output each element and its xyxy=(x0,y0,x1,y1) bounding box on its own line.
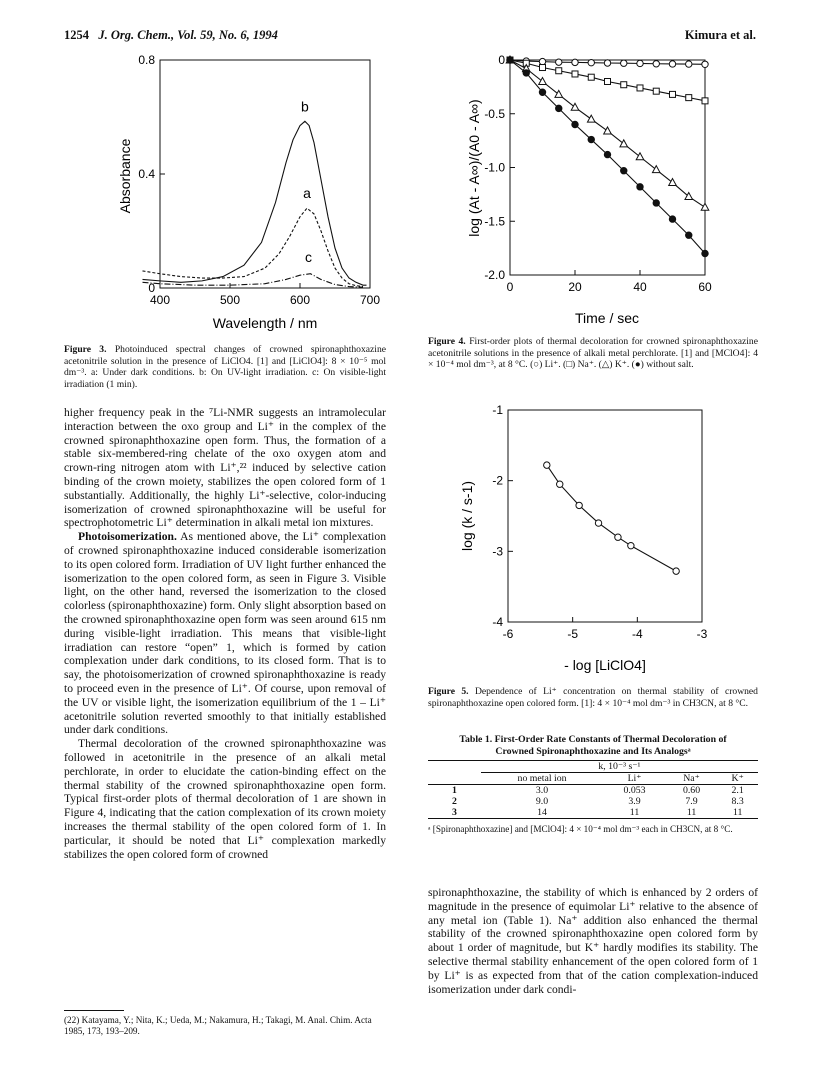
figure4-xtick-label: 40 xyxy=(633,280,647,294)
figure3-ytick-label: 0.8 xyxy=(138,53,155,67)
figure4-point xyxy=(539,58,545,64)
figure4-ytick-label: -2.0 xyxy=(484,268,505,282)
figure4-point xyxy=(620,140,628,147)
figure5-caption xyxy=(428,686,758,709)
figure4-ytick-label: 0 xyxy=(498,53,505,67)
figure4-xtick-label: 20 xyxy=(568,280,582,294)
figure5-caption-text: Dependence of Li⁺ concentration on thermal stability of crowned spironaphthoxazine open colored form. [1]: 4 × 10⁻⁴ mol dm⁻³ in CH3CN, at 8 °C. xyxy=(428,686,758,709)
figure5-point xyxy=(595,520,601,526)
figure5-caption-label: Figure 5. xyxy=(428,686,469,697)
figure4-point xyxy=(572,121,578,127)
table-cell: 3 xyxy=(451,807,457,818)
figure4-point xyxy=(653,88,659,94)
figure3-xtick-label: 500 xyxy=(219,293,241,307)
figure4-point xyxy=(686,232,692,238)
paragraph: spironaphthoxazine, the stability of which is enhanced by 2 orders of magnitude in the presence of equimolar Li⁺ relative to the absence of any metal ion (Table 1). Na⁺ addition also enhanced the thermal stability of the crowned spironaphthoxazine open colored form by about 1 order of magnitude, but K⁺ hardly modifies its stability. The selective thermal stability enhancement of the open colored form of 1 by Li⁺ is as expected from that of the cation complexation-induced isomerization under dark condi- xyxy=(428,886,758,996)
figure3-series-label: b xyxy=(301,98,309,115)
figure5-point xyxy=(576,502,582,508)
figure4-point xyxy=(523,70,529,76)
figure4-point xyxy=(669,216,675,222)
figure3-chart xyxy=(100,48,390,343)
figure5-chart xyxy=(448,398,738,680)
figure4-chart xyxy=(455,48,755,328)
table-cell: 3.0 xyxy=(535,785,549,796)
figure4-point xyxy=(702,61,708,67)
figure4-point xyxy=(588,59,594,65)
figure4-point xyxy=(539,78,547,85)
table-row xyxy=(428,785,758,797)
footnote-block xyxy=(64,1010,386,1037)
figure5-xtick-label: -4 xyxy=(631,627,643,641)
table1-col-3: Na⁺ xyxy=(683,773,700,784)
figure4-point xyxy=(539,89,545,95)
figure4-point xyxy=(587,115,595,122)
running-authors: Kimura et al. xyxy=(684,28,756,42)
figure4-point xyxy=(572,59,578,65)
figure4-point xyxy=(588,136,594,142)
figure4-point xyxy=(507,57,513,63)
figure4-point xyxy=(621,82,627,88)
figure5-plot-frame xyxy=(508,410,702,622)
table1-col-0 xyxy=(428,773,481,785)
figure4-ytick-label: -1.5 xyxy=(484,214,505,229)
figure5-xlabel: - log [LiClO4] xyxy=(564,657,646,673)
figure4-point xyxy=(686,95,692,101)
left-column-text xyxy=(64,406,386,861)
figure4-ylabel: log (At - A∞)/(A0 - A∞) xyxy=(466,99,482,237)
figure4-point xyxy=(604,127,612,134)
table1-col-2: Li⁺ xyxy=(627,773,642,784)
figure4-point xyxy=(701,203,709,210)
table-row xyxy=(428,807,758,819)
section-heading: Photoisomerization. xyxy=(78,530,177,544)
figure4-point xyxy=(686,61,692,67)
figure3-ytick-label: 0.4 xyxy=(138,167,155,181)
figure3-xlabel: Wavelength / nm xyxy=(212,315,318,331)
figure4-point xyxy=(636,153,644,160)
figure3-series-label: a xyxy=(303,185,311,202)
figure4-point xyxy=(637,60,643,66)
figure3-xtick-label: 400 xyxy=(149,293,171,307)
table-cell: 7.9 xyxy=(685,796,698,807)
figure5-point xyxy=(557,481,563,487)
figure3-ytick-label: 0 xyxy=(148,281,155,295)
figure4-point xyxy=(571,103,579,110)
figure5-series-line xyxy=(547,465,676,571)
figure3-caption-label: Figure 3. xyxy=(64,344,107,355)
figure4-point xyxy=(653,61,659,67)
figure4-point xyxy=(669,179,677,186)
table1-title: Table 1. First-Order Rate Constants of Thermal Decoloration of Crowned Spironaphthoxazine and Its Analogsᵃ xyxy=(459,734,727,757)
table1-footnote: ᵃ [Spironaphthoxazine] and [MClO4]: 4 × 10⁻⁴ mol dm⁻³ each in CH3CN, at 8 °C. xyxy=(428,824,733,834)
figure4-point xyxy=(604,60,610,66)
figure3-series-line xyxy=(143,208,364,286)
figure4-xlabel: Time / sec xyxy=(574,310,640,326)
figure5-point xyxy=(673,568,679,574)
table1 xyxy=(428,734,758,835)
figure3-series-label: c xyxy=(305,248,312,265)
table-cell: 14 xyxy=(537,807,547,818)
table1-col-1: no metal ion xyxy=(517,773,567,784)
figure5-xtick-label: -6 xyxy=(502,627,514,641)
table-cell: 2 xyxy=(451,796,457,807)
table-cell: 0.053 xyxy=(623,785,646,796)
figure4-caption-label: Figure 4. xyxy=(428,336,466,347)
paragraph-body: As mentioned above, the Li⁺ complexation of crowned spironaphthoxazine induced considerable isomerization to its open colored form. Irradiation of UV light further enhanced the isomerization to the open colored form, as seen in Figure 3. Visible light, on the other hand, reversed the isomerization to the closed colorless (spironaphthoxazine) form. Only slight absorption based on the crowned spironaphthoxazine open form was seen around 615 nm during visible-light irradiation. This means that visible-light irradiation can restore “open” 1, which is formed by cation complexation under dark conditions, to its closed form. That is to say, the photoisomerization of crowned spironaphthoxazine is ready to proceed even in the presence of Li⁺. Of course, upon removal of the UV or visible light, the isomerization equilibrium of the 1 – Li⁺ acetonitrile solution reverted smoothly to that initially established under dark conditions. xyxy=(64,530,386,737)
figure4-point xyxy=(637,184,643,190)
figure5-point xyxy=(615,534,621,540)
figure4-point xyxy=(653,200,659,206)
table-cell: 8.3 xyxy=(731,796,744,807)
figure5-point xyxy=(544,462,550,468)
figure5-xtick-label: -5 xyxy=(567,627,579,641)
paragraph: higher frequency peak in the ⁷Li-NMR suggests an intramolecular interaction between the oxo group and Li⁺ in the complex of the crowned spironaphthoxazine open form. Thus, the formation of a stable six-membered-ring chelate of the oxo oxygen atom and crown-ring nitrogen atom with Li⁺,²² induced by selective cation binding of the crown moiety, stabilizes the open colored form of 1 substantially. Additionally, the highly Li⁺-selective, color-inducing isomerization of crowned spironaphthoxazine will be useful for spectrophotometric Li⁺ determination in alkali metal ion mixtures. xyxy=(64,406,386,530)
figure3-series-line xyxy=(143,121,367,285)
table1-unit-header: k, 10⁻³ s⁻¹ xyxy=(481,761,758,773)
table-cell: 2.1 xyxy=(731,785,744,796)
figure4-point xyxy=(670,91,676,97)
paragraph xyxy=(64,530,386,737)
table-row xyxy=(428,796,758,807)
page-number: 1254 xyxy=(64,28,89,42)
figure4-ytick-label: -1.0 xyxy=(484,160,505,175)
figure4-point xyxy=(555,90,563,97)
figure3-caption-text: Photoinduced spectral changes of crowned spironaphthoxazine acetonitrile solution in the presence of LiClO4. [1] and [LiClO4]: 8 × 10⁻⁵ mol dm⁻³. a: Under dark conditions. b: On UV-light irradiation. c: On visible-light irradiation (1 min). xyxy=(64,344,386,390)
figure4-point xyxy=(556,68,562,74)
figure5-point xyxy=(628,542,634,548)
figure3-plot-frame xyxy=(160,60,370,288)
figure4-point xyxy=(621,60,627,66)
figure4-point xyxy=(604,151,610,157)
figure3-ylabel: Absorbance xyxy=(117,138,133,214)
table1-grid xyxy=(428,761,758,819)
table-cell: 11 xyxy=(732,807,743,818)
right-column-text xyxy=(428,886,758,996)
table-cell: 1 xyxy=(451,785,457,796)
figure5-ytick-label: -4 xyxy=(492,615,503,629)
figure4-point xyxy=(702,250,708,256)
figure4-point xyxy=(605,79,611,85)
figure3-xtick-label: 700 xyxy=(359,293,381,307)
figure5-ylabel: log (k / s-1) xyxy=(459,480,475,552)
figure4-caption xyxy=(428,336,758,371)
figure4-point xyxy=(621,168,627,174)
figure4-point xyxy=(556,59,562,65)
table1-col-4: K⁺ xyxy=(731,773,744,784)
table-cell: 11 xyxy=(629,807,640,818)
figure4-xtick-label: 60 xyxy=(698,280,712,294)
table-cell: 0.60 xyxy=(682,785,701,796)
table-cell: 3.9 xyxy=(628,796,641,807)
figure4-ytick-label: -0.5 xyxy=(484,106,505,121)
figure3-xtick-label: 600 xyxy=(289,293,311,307)
figure4-point xyxy=(540,65,546,71)
figure4-point xyxy=(669,61,675,67)
figure4-point xyxy=(652,166,660,173)
running-header xyxy=(64,28,278,43)
figure4-point xyxy=(556,105,562,111)
figure4-xtick-label: 0 xyxy=(506,280,514,294)
figure5-ytick-label: -1 xyxy=(492,403,503,417)
footnote-22: (22) Katayama, Y.; Nita, K.; Ueda, M.; Nakamura, H.; Takagi, M. Anal. Chim. Acta 1985, 173, 193–209. xyxy=(64,1015,372,1036)
figure5-ytick-label: -2 xyxy=(492,473,503,488)
figure4-caption-text: First-order plots of thermal decoloration for crowned spironaphthoxazine acetonitrile solutions in the presence of alkali metal perchlorate. [1] and [MClO4]: 4 × 10⁻⁴ mol dm⁻³, at 8 °C. (○) Li⁺. (□) Na⁺. (△) K⁺. (●) without salt. xyxy=(428,336,758,371)
figure5-xtick-label: -3 xyxy=(696,627,708,641)
figure5-ytick-label: -3 xyxy=(492,544,503,559)
figure3-caption xyxy=(64,344,386,390)
figure4-point xyxy=(637,85,643,91)
paragraph: Thermal decoloration of the crowned spironaphthoxazine was followed in acetonitrile in the presence of an alkali metal perchlorate, in order to elucidate the cation-binding effect on the thermal stability of the crowned spironaphthoxazine open form. Typical first-order plots of thermal decoloration of 1 are shown in Figure 4, indicating that the cation complexation of its crown moiety increases the thermal stability of the open colored form of 1. In particular, it should be noted that Li⁺ complexation markedly stabilizes the open colored form of crowned xyxy=(64,737,386,861)
table-cell: 11 xyxy=(686,807,697,818)
figure4-point xyxy=(702,98,708,104)
figure3-series-line xyxy=(143,274,364,287)
journal-citation: J. Org. Chem., Vol. 59, No. 6, 1994 xyxy=(98,28,278,42)
figure4-point xyxy=(588,74,594,80)
figure4-point xyxy=(572,71,578,77)
table-cell: 9.0 xyxy=(535,796,549,807)
